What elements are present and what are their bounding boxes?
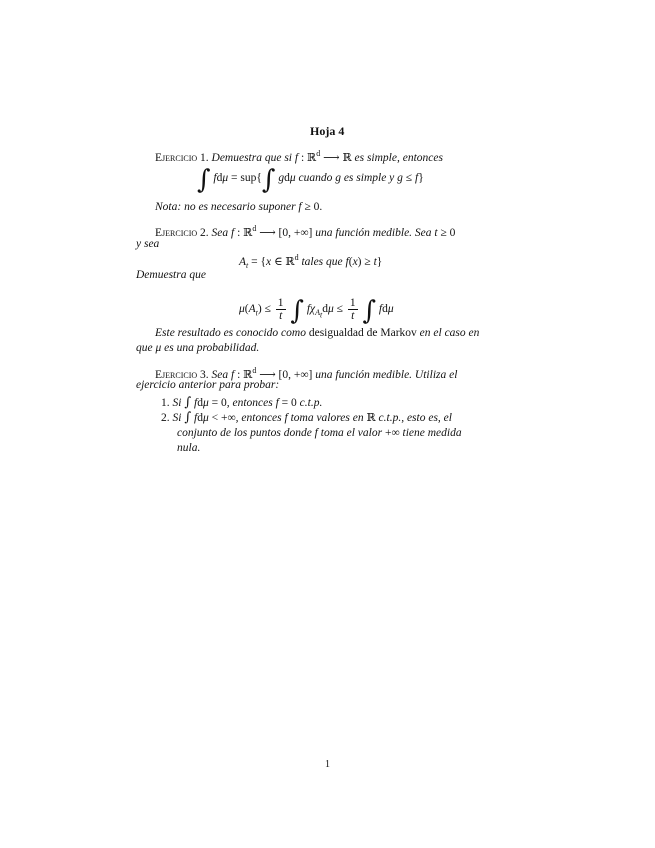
exercise-3-item-2: 2. Si ∫ fdμ < +∞, entonces f toma valores en ℝ c.t.p., esto es, el (161, 410, 452, 425)
exercise-3-line2: ejercicio anterior para probar: (136, 379, 280, 391)
page-number: 1 (325, 759, 330, 770)
exercise-2-demuestra: Demuestra que (136, 269, 206, 281)
exercise-3-statement: Ejercicio 3. Sea f : ℝ$^d$ ⟶ [0, +∞] una función medible. Utiliza el (155, 366, 458, 381)
exercise-2-line2: y sea (136, 238, 160, 250)
exercise-1-note: Nota: no es necesario suponer f ≥ 0. (155, 201, 323, 213)
exercise-2-result-line1: Este resultado es conocido como desigualdad de Markov en el caso en (155, 327, 480, 339)
exercise-3-label: Ejercicio 3. (155, 368, 209, 381)
exercise-2-set-definition: $A_t = \{x$ ∈ ℝ$^d$ tales que f(x) ≥ t} (239, 253, 383, 271)
markov-inequality-term: desigualdad de Markov (308, 327, 417, 339)
exercise-2-statement: Ejercicio 2. Sea f : ℝ$^d$ ⟶ [0, +∞] una función medible. Sea t ≥ 0 (155, 224, 456, 239)
exercise-1-formula: ∫ fdμ = sup{∫ gdμ cuando g es simple y g ≤ f} (197, 165, 424, 195)
exercise-3-item-2-line2: conjunto de los puntos donde f toma el valor +∞ tiene medida (177, 427, 462, 439)
exercise-1-statement: Ejercicio 1. Demuestra que si f : ℝ$^d$ ⟶ ℝ es simple, entonces (155, 149, 443, 164)
page-title: Hoja 4 (310, 124, 345, 138)
exercise-1-label: Ejercicio 1. (155, 151, 209, 164)
exercise-2-result-line2: que μ es una probabilidad. (136, 342, 260, 354)
exercise-3-item-2-line3: nula. (177, 442, 201, 454)
exercise-2-inequality: $\mu(A_t)$ ≤ $\frac{1}{t}$ ∫ $f\chi_{A_t}d\mu$ ≤ $\frac{1}{t}$ ∫ fdμ (239, 296, 394, 327)
exercise-3-item-1: 1. Si ∫ fdμ = 0, entonces f = 0 c.t.p. (161, 395, 323, 410)
exercise-2-label: Ejercicio 2. (155, 226, 209, 239)
